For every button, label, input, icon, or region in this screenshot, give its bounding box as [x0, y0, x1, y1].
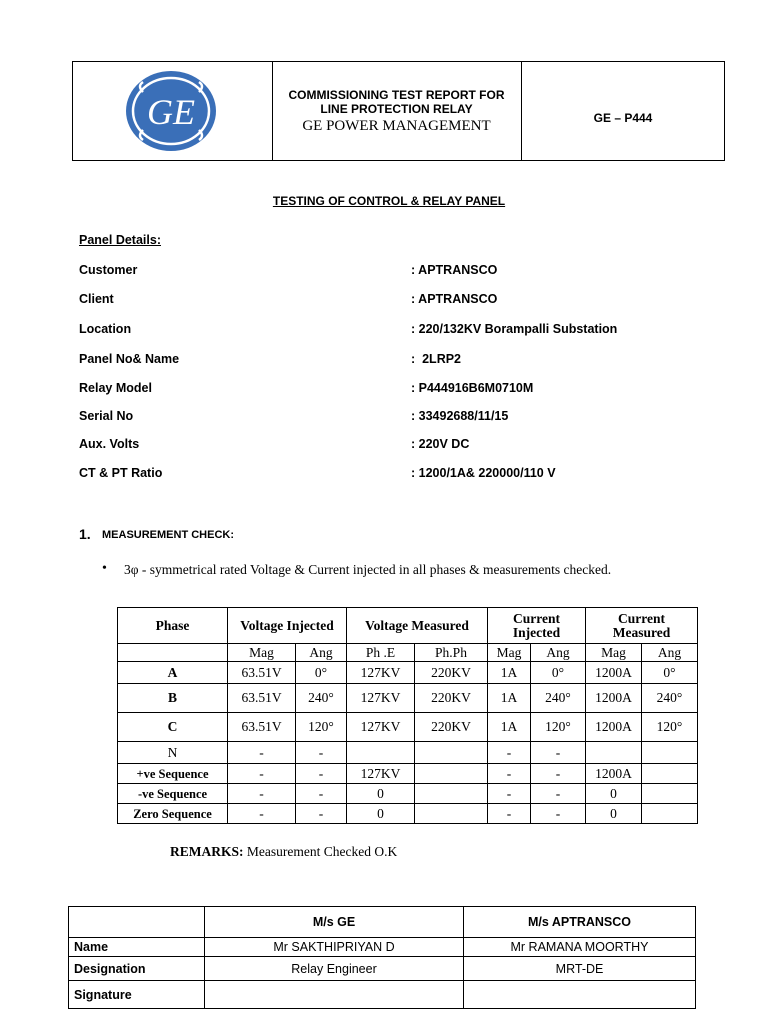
table-cell: 127KV: [347, 684, 415, 713]
panel-row: Customer : APTRANSCO: [79, 263, 498, 277]
signoff-label: Signature: [69, 981, 205, 1009]
signoff-table: [68, 906, 696, 1009]
table-cell: 1A: [488, 684, 531, 713]
panel-row: Client : APTRANSCO: [79, 292, 498, 306]
table-row: [118, 764, 698, 784]
table-cell: 220KV: [415, 662, 488, 684]
panel-row: Relay Model : P444916B6M0710M: [79, 381, 534, 395]
signoff-col-aptransco: M/s APTRANSCO: [464, 907, 696, 938]
table-cell: 63.51V: [228, 684, 296, 713]
table-cell: 0: [586, 804, 642, 824]
table-cell: [642, 784, 698, 804]
bullet-icon: •: [102, 561, 107, 576]
org-name: GE POWER MANAGEMENT: [302, 118, 491, 134]
table-cell: -: [488, 804, 531, 824]
table-cell: 0: [347, 784, 415, 804]
panel-heading: Panel Details:: [79, 233, 161, 247]
table-cell: [415, 742, 488, 764]
table-cell: -: [228, 764, 296, 784]
remarks-label: REMARKS:: [170, 844, 244, 859]
report-title-cell: [272, 62, 522, 160]
table-cell: [642, 804, 698, 824]
signoff-row: [69, 957, 696, 981]
phase-cell: C: [118, 713, 228, 742]
signoff-value: Relay Engineer: [205, 957, 464, 981]
subheader-cell: Mag: [586, 644, 642, 662]
table-cell: -: [488, 764, 531, 784]
remarks: [170, 844, 397, 860]
subheader-cell: Ang: [296, 644, 347, 662]
table-subheader-row: [118, 644, 698, 662]
table-cell: [586, 742, 642, 764]
subheader-cell: Ang: [642, 644, 698, 662]
table-cell: [415, 764, 488, 784]
table-row: [118, 742, 698, 764]
header-voltage-injected: Voltage Injected: [228, 608, 347, 644]
table-cell: 127KV: [347, 662, 415, 684]
table-cell: -: [531, 804, 586, 824]
header-current-injected: Current Injected: [488, 608, 586, 644]
panel-row: Location : 220/132KV Borampalli Substation: [79, 322, 618, 336]
table-cell: 1200A: [586, 713, 642, 742]
table-header-row: [118, 608, 698, 644]
phase-cell: Zero Sequence: [118, 804, 228, 824]
model-cell: [522, 62, 724, 160]
table-row: [118, 662, 698, 684]
table-cell: [347, 742, 415, 764]
phase-cell: -ve Sequence: [118, 784, 228, 804]
measurement-table: [117, 607, 698, 824]
signoff-label: Name: [69, 938, 205, 957]
signoff-row: [69, 938, 696, 957]
ge-logo-icon: [125, 70, 217, 152]
table-cell: [415, 804, 488, 824]
report-header: [72, 61, 725, 161]
table-row: [118, 684, 698, 713]
signature-field: [464, 981, 696, 1009]
section-number: 1.: [79, 526, 91, 542]
phase-cell: N: [118, 742, 228, 764]
signature-field: [205, 981, 464, 1009]
measurement-note: 3φ - symmetrical rated Voltage & Current injected in all phases & measurements checked.: [124, 562, 612, 577]
logo-cell: [73, 62, 273, 160]
panel-row: Serial No : 33492688/11/15: [79, 409, 509, 423]
table-cell: 63.51V: [228, 713, 296, 742]
table-cell: -: [531, 764, 586, 784]
table-cell: 240°: [296, 684, 347, 713]
table-cell: -: [296, 742, 347, 764]
table-cell: -: [228, 784, 296, 804]
signoff-col-ge: M/s GE: [205, 907, 464, 938]
table-cell: [642, 764, 698, 784]
panel-row: CT & PT Ratio : 1200/1A& 220000/110 V: [79, 466, 556, 480]
table-cell: 127KV: [347, 713, 415, 742]
measurement-check-heading: MEASUREMENT CHECK:: [102, 529, 234, 541]
table-cell: 1200A: [586, 684, 642, 713]
table-cell: -: [296, 784, 347, 804]
table-cell: [415, 784, 488, 804]
subheader-cell: Ph.Ph: [415, 644, 488, 662]
table-row: [118, 713, 698, 742]
phase-cell: B: [118, 684, 228, 713]
table-cell: 0°: [531, 662, 586, 684]
table-cell: 1200A: [586, 764, 642, 784]
signoff-row: [69, 981, 696, 1009]
table-cell: 127KV: [347, 764, 415, 784]
svg-text:GE: GE: [147, 92, 195, 132]
signoff-value: Mr RAMANA MOORTHY: [464, 938, 696, 957]
table-cell: 120°: [531, 713, 586, 742]
remarks-text: Measurement Checked O.K: [243, 844, 398, 859]
table-cell: 220KV: [415, 713, 488, 742]
table-cell: -: [488, 742, 531, 764]
signoff-header-row: [69, 907, 696, 938]
header-voltage-measured: Voltage Measured: [347, 608, 488, 644]
table-cell: -: [296, 764, 347, 784]
phase-cell: +ve Sequence: [118, 764, 228, 784]
signoff-label: Designation: [69, 957, 205, 981]
table-cell: -: [488, 784, 531, 804]
table-cell: -: [531, 742, 586, 764]
table-cell: 63.51V: [228, 662, 296, 684]
table-cell: 1200A: [586, 662, 642, 684]
table-cell: 0°: [296, 662, 347, 684]
table-cell: [69, 907, 205, 938]
table-cell: 220KV: [415, 684, 488, 713]
table-cell: 120°: [296, 713, 347, 742]
table-cell: 0: [586, 784, 642, 804]
table-row: [118, 784, 698, 804]
table-cell: -: [228, 804, 296, 824]
table-cell: -: [296, 804, 347, 824]
table-cell: 240°: [531, 684, 586, 713]
phase-cell: A: [118, 662, 228, 684]
table-cell: 0: [347, 804, 415, 824]
panel-row: Aux. Volts : 220V DC: [79, 437, 470, 451]
model-label: GE – P444: [593, 111, 653, 125]
table-cell: 120°: [642, 713, 698, 742]
table-cell: [642, 742, 698, 764]
subheader-cell: Mag: [488, 644, 531, 662]
table-cell: 1A: [488, 662, 531, 684]
panel-row: Panel No& Name : 2LRP2: [79, 352, 462, 366]
subheader-cell: Ang: [531, 644, 586, 662]
table-cell: [118, 644, 228, 662]
section-title: TESTING OF CONTROL & RELAY PANEL: [272, 194, 506, 208]
signoff-value: Mr SAKTHIPRIYAN D: [205, 938, 464, 957]
table-cell: 1A: [488, 713, 531, 742]
table-row: [118, 804, 698, 824]
subheader-cell: Ph .E: [347, 644, 415, 662]
table-cell: 0°: [642, 662, 698, 684]
header-current-measured: Current Measured: [586, 608, 698, 644]
signoff-value: MRT-DE: [464, 957, 696, 981]
report-title: COMMISSIONING TEST REPORT FOR LINE PROTECTION RELAY: [288, 88, 505, 116]
subheader-cell: Mag: [228, 644, 296, 662]
header-phase: Phase: [118, 608, 228, 644]
table-cell: 240°: [642, 684, 698, 713]
table-cell: -: [228, 742, 296, 764]
table-cell: -: [531, 784, 586, 804]
